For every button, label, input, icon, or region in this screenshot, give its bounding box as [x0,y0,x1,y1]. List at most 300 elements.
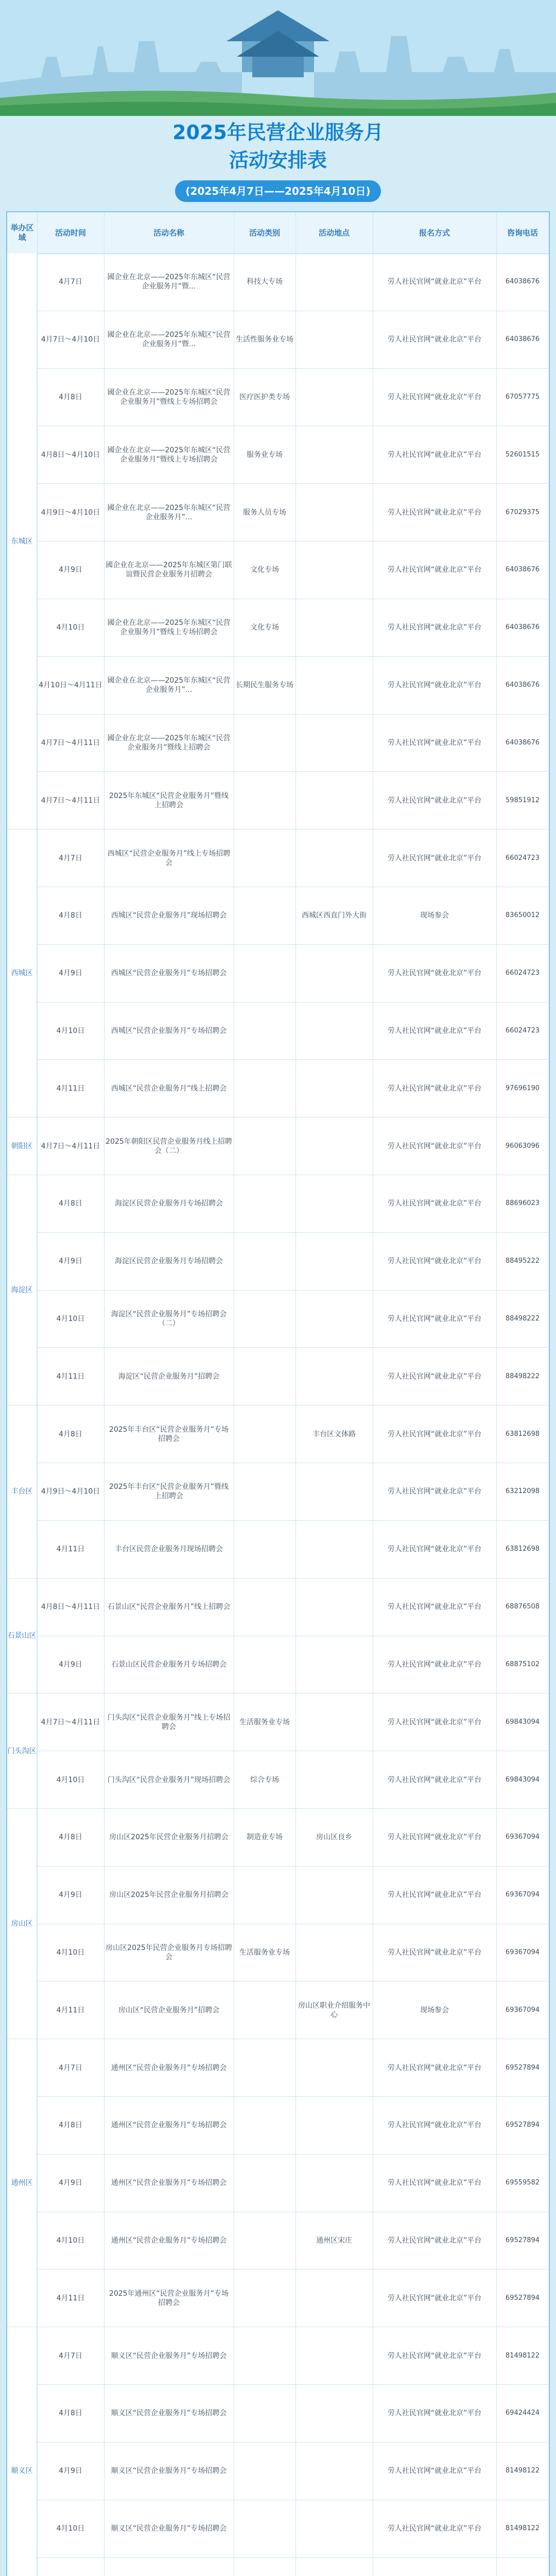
table-row [7,1348,549,1405]
cell-place [296,1348,373,1405]
cell-phone: 64038676 [505,335,540,344]
table-row [7,253,549,311]
table-row [7,2500,549,2558]
cell-type [234,2039,296,2096]
cell-phone: 63212098 [505,1487,540,1496]
cell-place [296,2327,373,2384]
cell-place [296,1463,373,1520]
cell-type: 服务业专场 [247,450,283,459]
cell-phone: 69559582 [505,2179,540,2187]
header-district: 举办区域 [10,223,34,242]
cell-place [296,2443,373,2500]
cell-signup: 劳人社民官网“就业北京”平台 [387,738,482,747]
cell-time: 4月8日 [59,911,82,920]
cell-signup: 劳人社民官网“就业北京”平台 [387,1775,482,1784]
cell-place [296,2097,373,2154]
cell-type: 文化专场 [250,623,279,632]
cell-place: 丰台区文体路 [312,1430,356,1438]
table-row [7,2269,549,2327]
cell-name: 西城区“民营企业服务月”专场招聘会 [111,969,227,978]
cell-time: 4月7日～4月10日 [41,335,100,344]
table-row [7,2558,549,2576]
cell-phone: 69367094 [505,1891,540,1899]
cell-type [234,2443,296,2500]
cell-phone: 69843094 [505,1718,540,1726]
cell-signup: 劳人社民官网“就业北京”平台 [387,566,482,574]
cell-signup: 劳人社民官网“就业北京”平台 [387,1257,482,1266]
cell-time: 4月7日～4月11日 [41,1718,100,1726]
cell-signup: 劳人社民官网“就业北京”平台 [387,1545,482,1554]
cell-place [296,426,373,483]
cell-type [234,2327,296,2384]
cell-phone: 68876508 [505,1603,540,1611]
cell-phone: 69424424 [505,2409,540,2417]
cell-phone: 81498122 [505,2524,540,2533]
cell-place [296,1924,373,1981]
cell-type: 科技大专场 [247,278,283,286]
cell-time: 4月9日 [59,1891,82,1900]
cell-type [234,1405,296,1463]
cell-phone: 81498122 [505,2351,540,2360]
cell-type [234,2097,296,2154]
header-name: 活动名称 [153,228,184,238]
cell-time: 4月9日～4月10日 [41,508,100,517]
cell-name: 房山区2025年民营企业服务月专场招聘会 [106,1943,232,1961]
cell-signup [373,2558,496,2576]
cell-time: 4月10日 [56,1026,85,1035]
cell-name: 2025年通州区“民营企业服务月”专场招聘会 [109,2289,229,2307]
table-row [7,2443,549,2500]
cell-name: 顺义区“民营企业服务月”专场招聘会 [111,2351,227,2360]
cell-phone: 69367094 [505,1833,540,1841]
cell-place [296,772,373,829]
cell-signup: 劳人社民官网“就业北京”平台 [387,1372,482,1381]
cell-time: 4月9日 [59,1660,82,1669]
cell-place [296,945,373,1002]
cell-phone: 88498222 [505,1315,540,1323]
cell-name: 西城区“民营企业服务月”线上专场招聘会 [107,849,231,867]
cell-place [296,2155,373,2212]
cell-type [234,945,296,1002]
cell-name: 房山区2025年民营企业服务月招聘会 [109,1833,229,1842]
cell-name: 國企业在北京——2025年东城区“民营企业服务月”暨线上专场招聘会 [107,388,231,406]
cell-time: 4月8日～4月10日 [41,450,100,459]
cell-signup: 劳人社民官网“就业北京”平台 [387,1315,482,1324]
cell-type [234,1117,296,1175]
cell-signup: 劳人社民官网“就业北京”平台 [387,1142,482,1150]
district-cell: 丰台区 [7,1405,37,1578]
cell-type [234,2500,296,2557]
cell-type [234,1003,296,1060]
cell-place [296,1521,373,1578]
cell-type [234,2269,296,2327]
cell-time: 4月11日 [56,1372,85,1381]
cell-name: 房山区“民营企业服务月”招聘会 [118,2006,220,2014]
cell-signup: 劳人社民官网“就业北京”平台 [387,1603,482,1612]
cell-signup: 劳人社民官网“就业北京”平台 [387,969,482,978]
district-cell: 房山区 [7,1809,37,2039]
cell-name: 國企业在北京——2025年东城区“民营企业服务月”暨线上专场招聘会 [107,619,231,637]
cell-place [296,1751,373,1808]
cell-signup: 劳人社民官网“就业北京”平台 [387,2351,482,2360]
header-type: 活动类别 [249,228,280,238]
cell-name: 2025年东城区“民营企业服务月”暨线上招聘会 [109,791,229,809]
cell-signup: 现场参会 [420,911,449,920]
cell-time: 4月8日 [59,393,82,402]
cell-name: 通州区“民营企业服务月”专场招聘会 [111,2179,227,2188]
table-row [7,887,549,945]
cell-time: 4月10日 [56,1948,85,1957]
table-row [7,1463,549,1521]
table-row [7,369,549,427]
table-row [7,1809,549,1867]
cell-time: 4月10日～4月11日 [39,681,102,690]
table-row [7,2212,549,2270]
table-row [7,1924,549,1982]
table-row [7,311,549,369]
table-row [7,1867,549,1924]
cell-name: 國企业在北京——2025年东城区“民营企业服务月”暨线上专场招聘会 [107,446,231,464]
table-body [7,253,549,2576]
cell-time: 4月7日～4月11日 [41,1142,100,1150]
cell-phone: 88498222 [505,1372,540,1380]
page-title: 2025年民营企业服务月 [172,121,384,144]
cell-time: 4月8日～4月11日 [41,1603,100,1612]
cell-phone: 59851912 [505,796,540,804]
cell-place [296,657,373,714]
table-row [7,599,549,657]
cell-time: 4月7日 [59,854,82,862]
cell-phone: 69527894 [505,2121,540,2129]
cell-type: 医疗医护类专场 [239,393,290,402]
cell-time: 4月11日 [56,1545,85,1554]
table-row [7,1405,549,1463]
cell-place [296,311,373,368]
cell-phone: 66024723 [505,1026,540,1035]
cell-phone: 64038676 [505,681,540,689]
table-row [7,426,549,484]
cell-place: 房山区职业介绍服务中心 [298,2001,370,2019]
cell-name: 西城区“民营企业服务月”现场招聘会 [111,911,227,920]
cell-name: 西城区“民营企业服务月”线上招聘会 [111,1084,227,1093]
table-row [7,715,549,772]
cell-signup: 现场参会 [420,2006,449,2014]
cell-time: 4月7日 [59,2063,82,2072]
table-row [7,1693,549,1751]
cell-name [104,2558,234,2576]
cell-signup: 劳人社民官网“就业北京”平台 [387,2179,482,2188]
cell-phone: 88696023 [505,1199,540,1208]
cell-time: 4月7日 [59,278,82,286]
table-row [7,2039,549,2097]
cell-signup: 劳人社民官网“就业北京”平台 [387,1891,482,1900]
cell-place [296,1291,373,1348]
district-cell: 通州区 [7,2039,37,2327]
district-cell: 东城区 [7,253,37,829]
cell-name: 门头沟区“民营企业服务月”线上专场招聘会 [107,1713,231,1731]
cell-phone: 64038676 [505,623,540,632]
cell-place [296,1867,373,1924]
cell-type [234,887,296,944]
cell-signup: 劳人社民官网“就业北京”平台 [387,854,482,862]
cell-type [234,2212,296,2269]
cell-signup: 劳人社民官网“就业北京”平台 [387,623,482,632]
cell-name: 石景山区民营企业服务月专场招聘会 [111,1660,227,1669]
cell-place [296,829,373,887]
cell-name: 顺义区“民营企业服务月”专场招聘会 [111,2524,227,2533]
cell-time [37,2558,104,2576]
cell-name: 通州区“民营企业服务月”专场招聘会 [111,2121,227,2130]
cell-phone: 68875102 [505,1660,540,1668]
cell-place [296,1060,373,1117]
cell-type [234,2558,296,2576]
table-row [7,1579,549,1636]
table-row [7,1060,549,1117]
cell-signup: 劳人社民官网“就业北京”平台 [387,1660,482,1669]
cell-time: 4月9日 [59,969,82,978]
table-row [7,2327,549,2385]
cell-signup: 劳人社民官网“就业北京”平台 [387,796,482,805]
cell-type [234,1579,296,1636]
cell-place [296,1175,373,1232]
cell-phone: 69843094 [505,1775,540,1784]
cell-type [234,2385,296,2442]
cell-time: 4月11日 [56,2294,85,2302]
cell-time: 4月7日～4月11日 [41,796,100,805]
cell-time: 4月8日 [59,1833,82,1842]
cell-phone: 63812698 [505,1430,540,1438]
cell-type: 制造业专场 [247,1833,283,1842]
cell-place [296,1579,373,1636]
cell-type [234,829,296,887]
table-row [7,1291,549,1348]
cell-name: 海淀区“民营企业服务月”专场招聘会（二） [111,1310,227,1328]
table-row [7,657,549,715]
cell-place [296,599,373,656]
cell-place [296,484,373,541]
cell-place: 房山区良乡 [316,1833,352,1842]
cell-name: 石景山区“民营企业服务月”线上招聘会 [107,1603,231,1612]
table-row [7,1521,549,1579]
cell-type [234,1291,296,1348]
table-row [7,1636,549,1694]
page-subtitle: 活动安排表 [229,149,327,172]
cell-signup: 劳人社民官网“就业北京”平台 [387,1833,482,1842]
cell-signup: 劳人社民官网“就业北京”平台 [387,1026,482,1035]
cell-signup: 劳人社民官网“就业北京”平台 [387,1430,482,1438]
cell-phone: 52601515 [505,450,540,459]
cell-phone: 64038676 [505,278,540,286]
cell-phone: 66024723 [505,969,540,977]
cell-name: 通州区“民营企业服务月”专场招聘会 [111,2236,227,2245]
cell-signup: 劳人社民官网“就业北京”平台 [387,508,482,517]
cell-phone: 64038676 [505,738,540,747]
district-cell: 门头沟区 [7,1693,37,1809]
cell-place [296,253,373,311]
cell-signup: 劳人社民官网“就业北京”平台 [387,393,482,402]
header-banner [0,0,556,116]
cell-type: 生活性服务业专场 [236,335,293,344]
table-row [7,2097,549,2155]
cell-signup: 劳人社民官网“就业北京”平台 [387,1718,482,1726]
cell-name: 通州区“民营企业服务月”专场招聘会 [111,2063,227,2072]
district-cell: 西城区 [7,829,37,1117]
cell-signup: 劳人社民官网“就业北京”平台 [387,2121,482,2130]
cell-time: 4月8日 [59,1199,82,1208]
table-row [7,484,549,541]
cell-time: 4月9日 [59,2467,82,2476]
cell-type [234,1060,296,1117]
cell-phone: 69527894 [505,2236,540,2245]
cell-signup: 劳人社民官网“就业北京”平台 [387,450,482,459]
cell-name: 门头沟区“民营企业服务月”现场招聘会 [107,1775,231,1784]
table-row [7,1233,549,1291]
cell-place [296,541,373,599]
cell-time: 4月8日 [59,2121,82,2130]
cell-place [296,1636,373,1693]
cell-signup: 劳人社民官网“就业北京”平台 [387,681,482,690]
cell-phone: 69527894 [505,2063,540,2072]
district-cell: 石景山区 [7,1579,37,1694]
cell-signup: 劳人社民官网“就业北京”平台 [387,2236,482,2245]
header-signup: 报名方式 [419,228,450,238]
cell-type [234,2155,296,2212]
table-header [7,212,549,254]
cell-signup: 劳人社民官网“就业北京”平台 [387,335,482,344]
cell-type: 文化专场 [250,566,279,574]
cell-type [234,715,296,772]
cell-type [234,1348,296,1405]
cell-time: 4月9日 [59,2179,82,2188]
cell-phone: 67029375 [505,508,540,516]
cell-time: 4月10日 [56,1775,85,1784]
cell-type [234,1521,296,1578]
cell-name: 丰台区民营企业服务月现场招聘会 [115,1545,223,1554]
cell-place [296,1693,373,1751]
cell-time: 4月11日 [56,2006,85,2014]
table-row [7,1981,549,2039]
cell-phone: 96063096 [505,1142,540,1150]
cell-name: 顺义区“民营企业服务月”专场招聘会 [111,2409,227,2418]
cell-time: 4月11日 [56,1084,85,1093]
date-range-badge: (2025年4月7日——2025年4月10日) [175,180,381,202]
cell-name: 海淀区民营企业服务月专场招聘会 [115,1199,223,1208]
cell-phone [496,2558,549,2576]
cell-name: 國企业在北京——2025年东城区第门联谊暨民营企业服务月招聘会 [106,561,232,579]
cell-place [296,2039,373,2096]
cell-type: 生活服务业专场 [239,1948,290,1957]
cell-name: 海淀区民营企业服务月专场招聘会 [115,1257,223,1266]
cell-phone: 64038676 [505,566,540,574]
cell-time: 4月9日 [59,1257,82,1266]
district-cell: 朝阳区 [7,1117,37,1175]
cell-time: 4月10日 [56,2236,85,2245]
cell-name: 國企业在北京——2025年东城区“民营企业服务月”... [107,503,231,521]
cell-place [296,2500,373,2557]
cell-phone: 81498122 [505,2467,540,2475]
cell-type [234,1463,296,1520]
cell-type [234,772,296,829]
district-cell: 海淀区 [7,1175,37,1405]
cell-name: 房山区2025年民营企业服务月招聘会 [109,1891,229,1900]
cell-place [296,715,373,772]
cell-type [234,1867,296,1924]
cell-place [296,2385,373,2442]
cell-name: 2025年朝阳区民营企业服务月线上招聘会（二） [106,1137,232,1155]
cell-place: 西城区西直门外大街 [302,911,367,920]
cell-signup: 劳人社民官网“就业北京”平台 [387,1487,482,1496]
table-row [7,1003,549,1060]
table-row [7,1175,549,1233]
cell-time: 4月9日～4月10日 [41,1487,100,1496]
table-row [7,541,549,599]
cell-place [296,1117,373,1175]
cell-signup: 劳人社民官网“就业北京”平台 [387,2409,482,2418]
schedule-table [6,211,550,2576]
cell-place [296,2558,373,2576]
cell-phone: 69527894 [505,2294,540,2302]
cell-signup: 劳人社民官网“就业北京”平台 [387,1199,482,1208]
district-cell: 顺义区 [7,2327,37,2576]
cell-name: 西城区“民营企业服务月”专场招聘会 [111,1026,227,1035]
cell-place [296,369,373,426]
cell-place [296,1003,373,1060]
cell-phone: 97696190 [505,1084,540,1092]
cell-time: 4月8日 [59,1430,82,1438]
cell-time: 4月10日 [56,2524,85,2533]
table-row [7,945,549,1003]
beijing-skyline-illustration [0,0,556,116]
cell-place [296,1233,373,1290]
cell-type [234,1233,296,1290]
cell-name: 國企业在北京——2025年东城区“民营企业服务月”暨... [107,331,231,349]
cell-phone: 88495222 [505,1257,540,1265]
cell-time: 4月10日 [56,623,85,632]
cell-name: 國企业在北京——2025年东城区“民营企业服务月”... [107,676,231,694]
cell-time: 4月7日 [59,2351,82,2360]
cell-type [234,1175,296,1232]
cell-signup: 劳人社民官网“就业北京”平台 [387,278,482,286]
table-row [7,2385,549,2443]
cell-phone: 69367094 [505,2006,540,2014]
cell-phone: 67057775 [505,393,540,401]
cell-phone: 66024723 [505,854,540,862]
table-row [7,1117,549,1175]
table-row [7,2155,549,2212]
cell-phone: 69367094 [505,1948,540,1956]
cell-name: 海淀区“民营企业服务月”招聘会 [118,1372,220,1381]
cell-name: 2025年丰台区“民营企业服务月”暨线上招聘会 [109,1483,229,1501]
cell-signup: 劳人社民官网“就业北京”平台 [387,1948,482,1957]
cell-time: 4月8日 [59,2409,82,2418]
cell-type: 服务人员专场 [243,508,286,517]
header-place: 活动地点 [318,228,350,238]
district-column [7,253,37,2576]
table-row [7,829,549,887]
cell-signup: 劳人社民官网“就业北京”平台 [387,2063,482,2072]
cell-name: 顺义区“民营企业服务月”专场招聘会 [111,2467,227,2476]
cell-signup: 劳人社民官网“就业北京”平台 [387,2294,482,2302]
table-row [7,1751,549,1809]
cell-type [234,1636,296,1693]
cell-type: 长期民生服务专场 [236,681,293,690]
cell-time: 4月10日 [56,1315,85,1324]
table-row [7,772,549,829]
cell-type [234,1981,296,2039]
cell-time: 4月7日～4月11日 [41,738,100,747]
cell-name: 國企业在北京——2025年东城区“民营企业服务月”暨... [107,273,231,291]
cell-time: 4月9日 [59,566,82,574]
